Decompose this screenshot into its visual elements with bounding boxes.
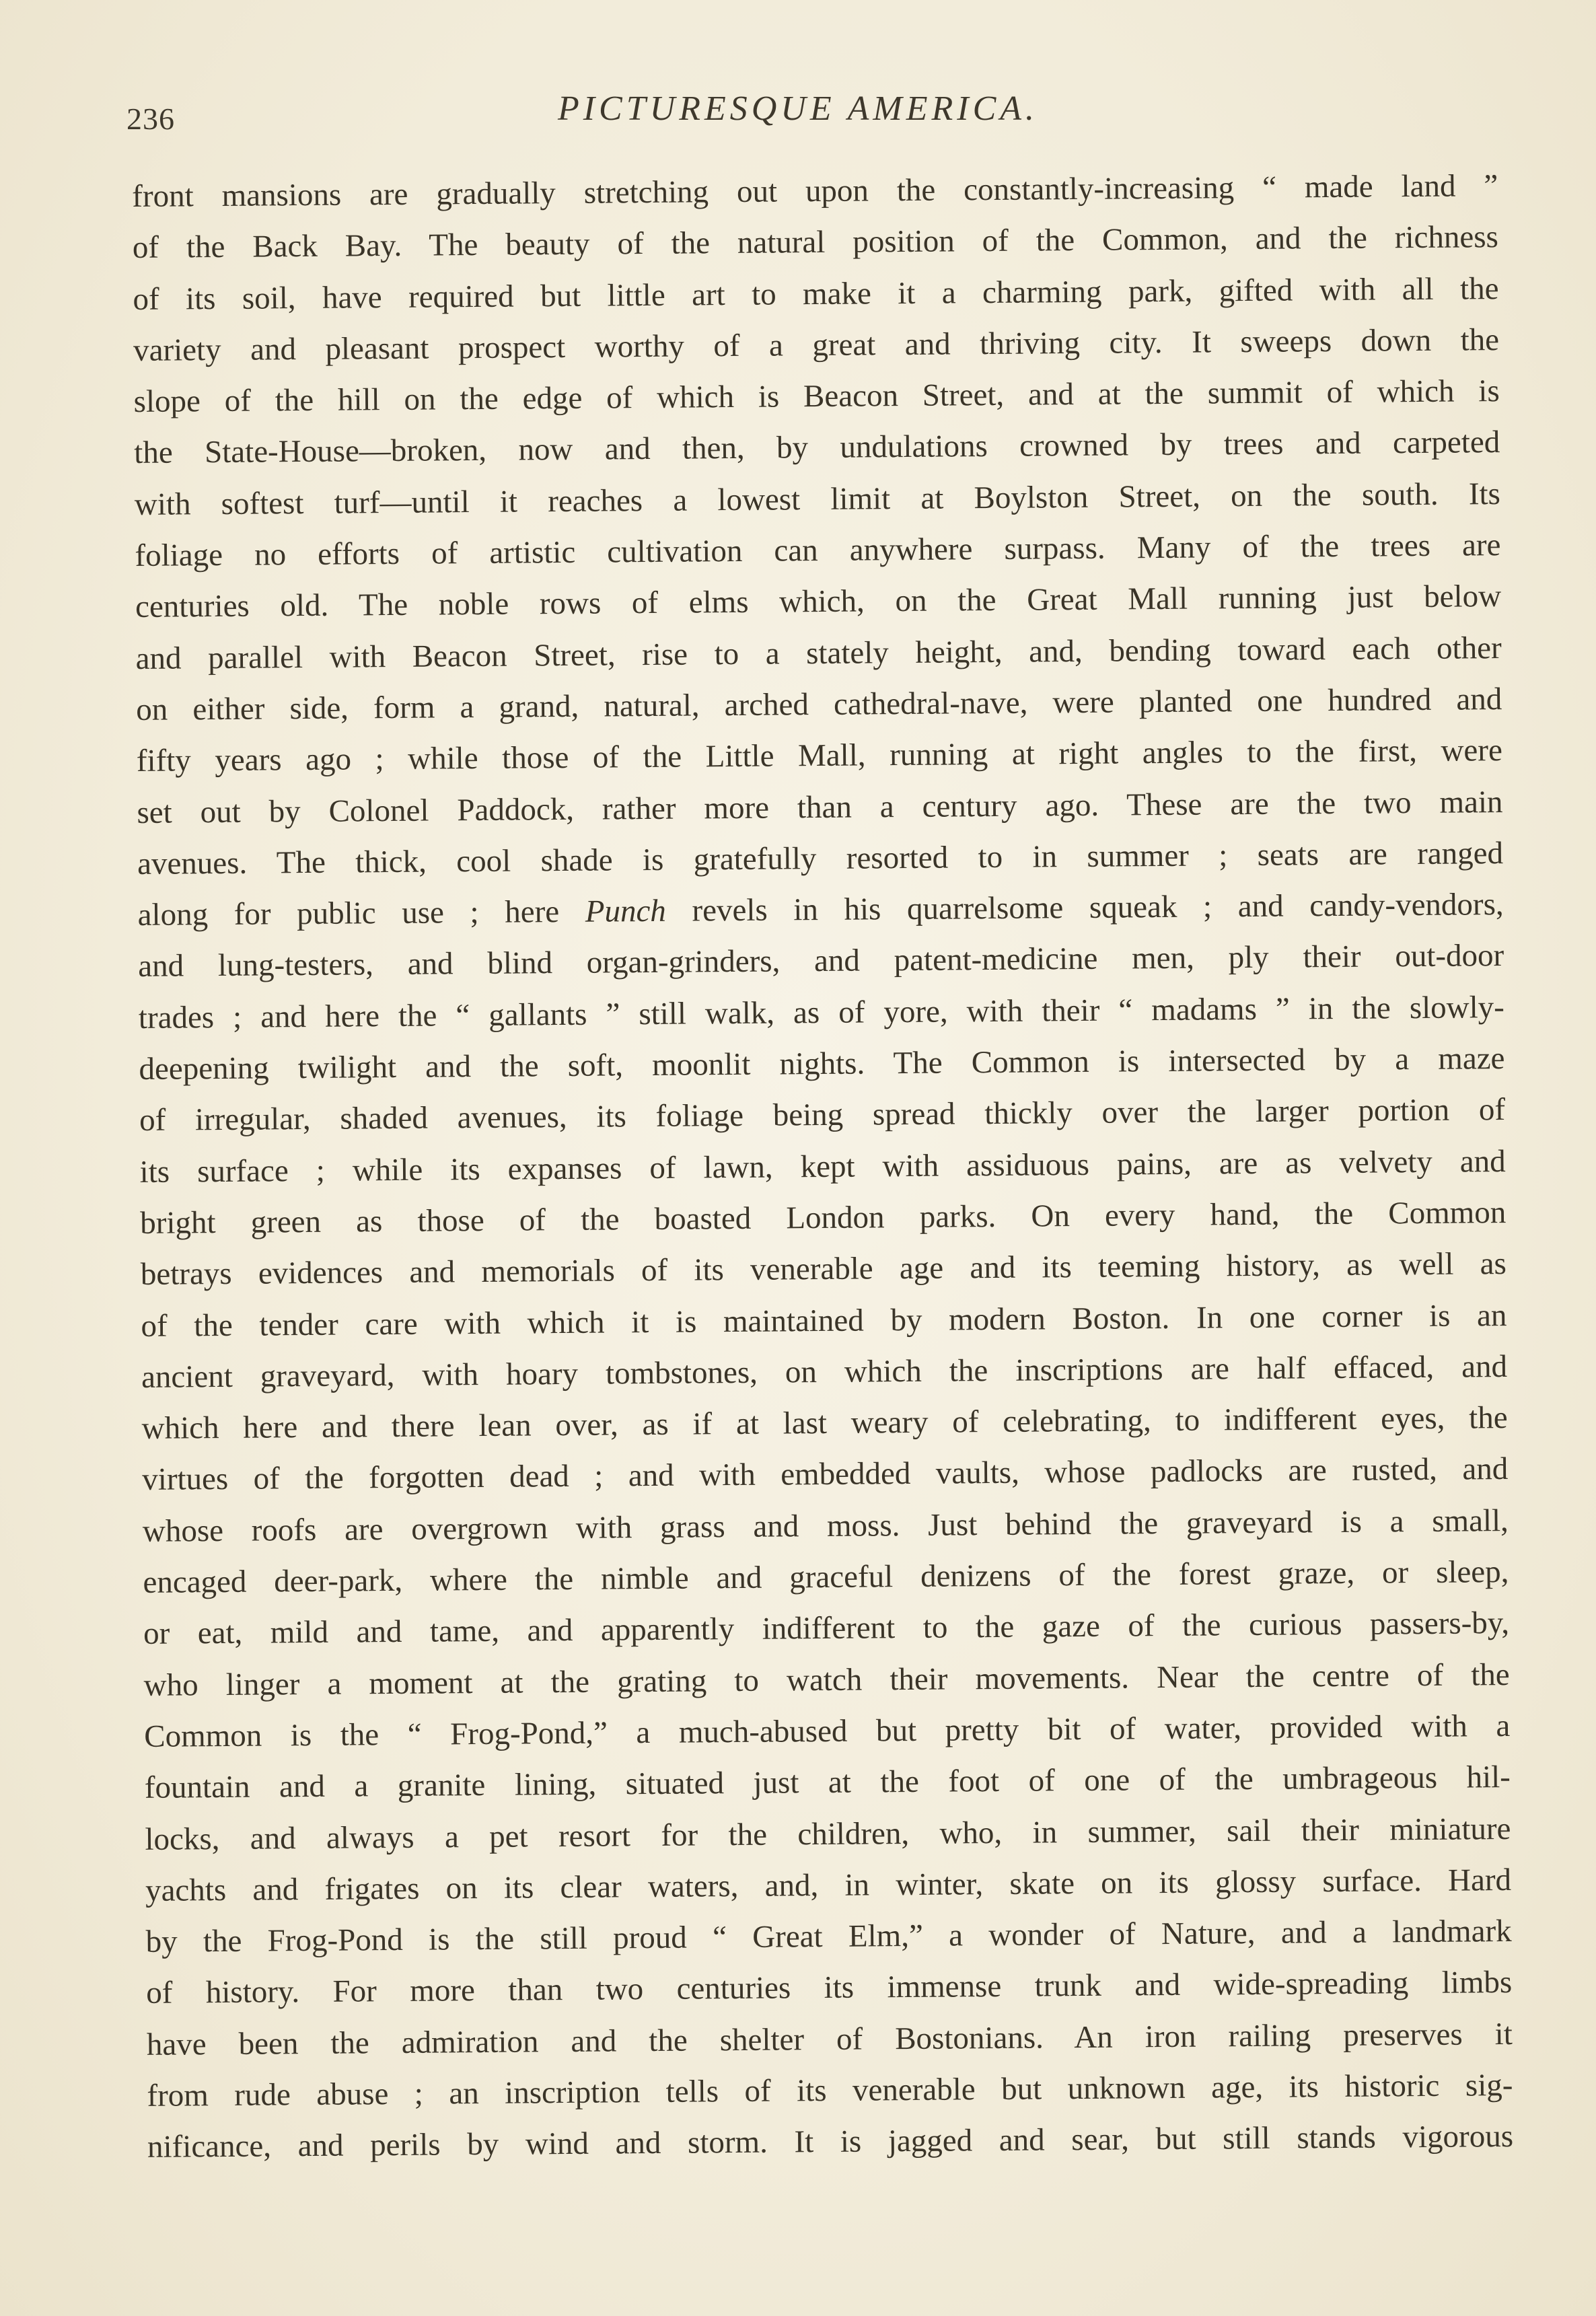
text-line: deepening twilight and the soft, moonlit nights. The Common is intersected by a maze (139, 1041, 1505, 1087)
text-line: locks, and always a pet resort for the children, who, in summer, sail their miniature (145, 1811, 1511, 1857)
text-line: with softest turf—until it reaches a lowest limit at Boylston Street, on the south. Its (134, 476, 1501, 522)
text-line: avenues. The thick, cool shade is gratefully resorted to in summer ; seats are ranged (137, 835, 1504, 881)
text-line: trades ; and here the “ gallants ” still walk, as of yore, with their “ madams ” in the slowly- (138, 989, 1505, 1036)
text-line: who linger a moment at the grating to watch their movements. Near the centre of the (143, 1657, 1510, 1703)
text-line: virtues of the forgotten dead ; and with embedded vaults, whose padlocks are rusted, and (142, 1451, 1509, 1498)
text-line: and parallel with Beacon Street, rise to a stately height, and, bending toward each other (135, 630, 1502, 676)
text-line: betrays evidences and memorials of its venerable age and its teeming history, as well as (140, 1246, 1507, 1293)
text-line: of its soil, have required but little art to make it a charming park, gifted with all the (133, 270, 1499, 317)
text-line: of irregular, shaded avenues, its foliage being spread thickly over the larger portion of (139, 1092, 1506, 1138)
text-line: and lung-testers, and blind organ-grinders, and patent-medicine men, ply their out-door (138, 938, 1504, 984)
running-head: PICTURESQUE AMERICA. (557, 89, 1039, 128)
text-line: fifty years ago ; while those of the Little Mall, running at right angles to the first, were (136, 733, 1503, 779)
text-line: from rude abuse ; an inscription tells of its venerable but unknown age, its historic sig- (147, 2067, 1513, 2113)
text-line: slope of the hill on the edge of which is Beacon Street, and at the summit of which is (133, 373, 1500, 420)
text-line: fountain and a granite lining, situated just at the foot of one of the umbrageous hil- (144, 1760, 1511, 1806)
italic-word: Punch (585, 893, 667, 929)
text-line: of the Back Bay. The beauty of the natural position of the Common, and the richness (132, 219, 1499, 266)
text-line-with-italic: along for public use ; here Punch revels in his quarrelsome squeak ; and candy-vendors, (137, 887, 1504, 933)
text-line: or eat, mild and tame, and apparently indifferent to the gaze of the curious passers-by, (143, 1605, 1510, 1652)
text-line: whose roofs are overgrown with grass and moss. Just behind the graveyard is a small, (142, 1503, 1509, 1549)
text-line: bright green as those of the boasted London parks. On every hand, the Common (140, 1194, 1507, 1241)
page-number: 236 (126, 102, 175, 136)
text-line: variety and pleasant prospect worthy of a great and thriving city. It sweeps down the (133, 322, 1500, 368)
text-line: yachts and frigates on its clear waters, and, in winter, skate on its glossy surface. Hard (145, 1862, 1512, 1908)
text-line: nificance, and perils by wind and storm. It is jagged and sear, but still stands vigorous (147, 2119, 1514, 2165)
text-line: on either side, form a grand, natural, arched cathedral-nave, were planted one hundred and (136, 682, 1502, 727)
text-line: ancient graveyard, with hoary tombstones, on which the inscriptions are half effaced, and (141, 1348, 1508, 1395)
text-line: centuries old. The noble rows of elms which, on the Great Mall running just below (135, 579, 1502, 625)
text-line: set out by Colonel Paddock, rather more than a century ago. These are the two main (137, 784, 1503, 830)
text-line: front mansions are gradually stretching out upon the constantly-increasing “ made land ” (132, 168, 1498, 214)
text-line: foliage no efforts of artistic cultivation can anywhere surpass. Many of the trees are (135, 528, 1501, 574)
text-line: of history. For more than two centuries its immense trunk and wide-spreading limbs (146, 1965, 1513, 2011)
text-line: by the Frog-Pond is the still proud “ Great Elm,” a wonder of Nature, and a landmark (145, 1914, 1512, 1960)
text-line: the State-House—broken, now and then, by undulations crowned by trees and carpeted (134, 425, 1500, 471)
text-line: encaged deer-park, where the nimble and graceful denizens of the forest graze, or sleep, (143, 1554, 1509, 1600)
body-text (132, 160, 1513, 2173)
text-line: which here and there lean over, as if at last weary of celebrating, to indifferent eyes, the (141, 1400, 1508, 1447)
text-line: of the tender care with which it is maintained by modern Boston. In one corner is an (141, 1297, 1507, 1344)
text-line: its surface ; while its expanses of lawn, kept with assiduous pains, are as velvety and (139, 1143, 1506, 1190)
text-line: have been the admiration and the shelter of Bostonians. An iron railing preserves it (146, 2016, 1513, 2062)
text-line: Common is the “ Frog-Pond,” a much-abused but pretty bit of water, provided with a (144, 1708, 1511, 1754)
